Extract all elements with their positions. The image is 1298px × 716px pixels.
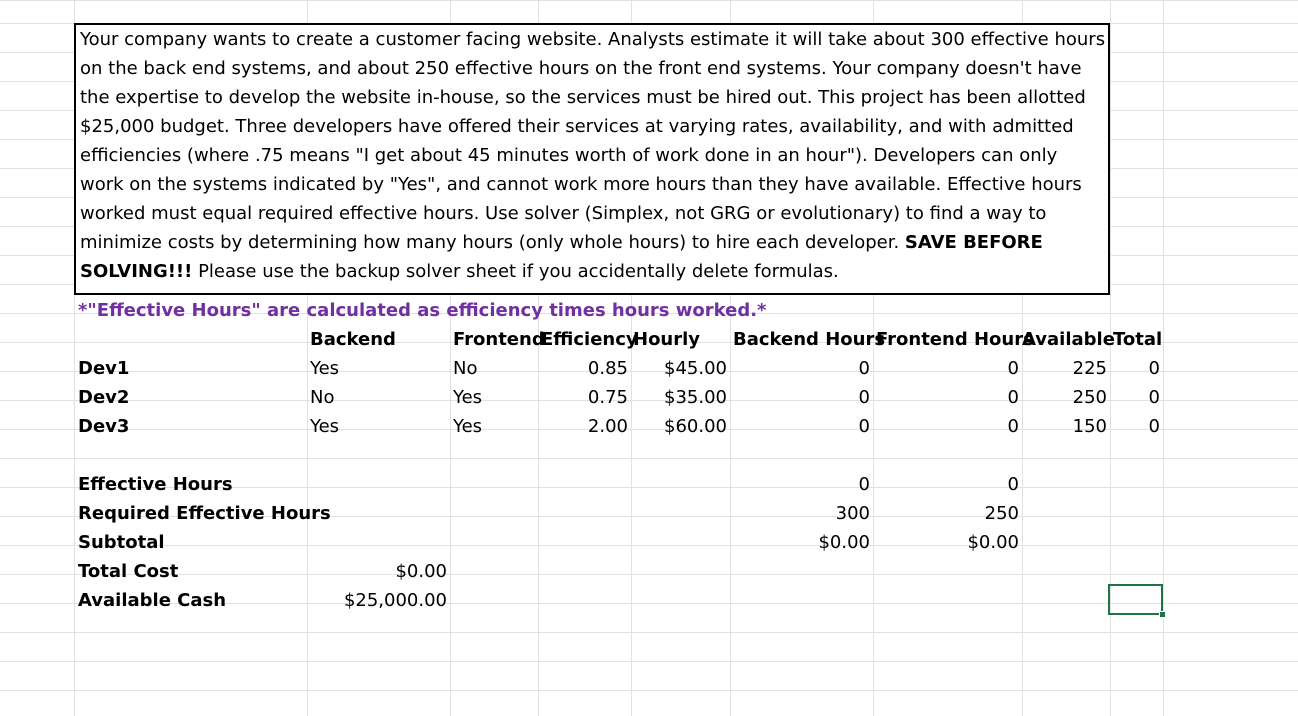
dev-frontend-hours[interactable]: 0 [1007,387,1019,408]
available-cash-label[interactable]: Available Cash [78,590,227,611]
effective-frontend-hours[interactable]: 0 [1007,474,1019,495]
dev-frontend-flag[interactable]: Yes [453,387,483,408]
problem-line: work on the systems indicated by "Yes", and cannot work more hours than they have available. Effective hours [80,174,1082,195]
problem-line: efficiencies (where .75 means "I get about 45 minutes worth of work done in an hour"). Developers can only [80,145,1058,166]
dev-efficiency[interactable]: 0.85 [587,358,628,379]
problem-line: Your company wants to create a customer facing website. Analysts estimate it will take about 300 effective hours [80,29,1106,50]
required-backend-hours[interactable]: 300 [835,503,870,524]
effective-backend-hours[interactable]: 0 [858,474,870,495]
solving-warning: SOLVING!!! [80,261,193,282]
dev-backend-hours[interactable]: 0 [858,387,870,408]
header-frontend[interactable]: Frontend [453,329,545,350]
dev-efficiency[interactable]: 0.75 [587,387,628,408]
active-cell-selection[interactable] [1108,584,1163,615]
dev-frontend-flag[interactable]: No [453,358,478,379]
problem-line-start: minimize costs by determining how many hours (only whole hours) to hire each developer. [80,232,905,253]
dev-backend-hours[interactable]: 0 [858,358,870,379]
subtotal-label[interactable]: Subtotal [78,532,165,553]
problem-line: on the back end systems, and about 250 effective hours on the front end systems. Your company doesn't have [80,58,1082,79]
header-backend[interactable]: Backend [310,329,396,350]
total-cost-value[interactable]: $0.00 [395,561,447,582]
header-available[interactable]: Available [1022,329,1115,350]
dev-total[interactable]: 0 [1148,416,1160,437]
dev-name[interactable]: Dev2 [78,387,130,408]
dev-available-hours[interactable]: 150 [1072,416,1107,437]
fill-handle[interactable] [1159,611,1166,618]
dev-backend-flag[interactable]: Yes [310,358,340,379]
required-effective-hours-label[interactable]: Required Effective Hours [78,503,331,524]
dev-available-hours[interactable]: 225 [1072,358,1107,379]
dev-frontend-flag[interactable]: Yes [453,416,483,437]
required-frontend-hours[interactable]: 250 [984,503,1019,524]
dev-total[interactable]: 0 [1148,358,1160,379]
dev-frontend-hours[interactable]: 0 [1007,416,1019,437]
dev-available-hours[interactable]: 250 [1072,387,1107,408]
header-efficiency[interactable]: Efficiency [541,329,638,350]
effective-hours-note[interactable]: *"Effective Hours" are calculated as efficiency times hours worked.* [78,300,767,321]
available-cash-value[interactable]: $25,000.00 [343,590,447,611]
dev-name[interactable]: Dev3 [78,416,130,437]
problem-line-last [80,257,1104,286]
dev-hourly-rate[interactable]: $45.00 [664,358,727,379]
effective-hours-label[interactable]: Effective Hours [78,474,233,495]
header-hourly[interactable]: Hourly [633,329,701,350]
total-cost-label[interactable]: Total Cost [78,561,179,582]
problem-line: the expertise to develop the website in-house, so the services must be hired out. This project has been allotted [80,87,1086,108]
header-total[interactable]: Total [1113,329,1163,350]
dev-efficiency[interactable]: 2.00 [587,416,628,437]
dev-backend-hours[interactable]: 0 [858,416,870,437]
subtotal-frontend[interactable]: $0.00 [967,532,1019,553]
problem-line: worked must equal required effective hours. Use solver (Simplex, not GRG or evolutionary) to find a way to [80,203,1047,224]
dev-backend-flag[interactable]: No [310,387,335,408]
subtotal-backend[interactable]: $0.00 [818,532,870,553]
header-backend-hours[interactable]: Backend Hours [733,329,886,350]
header-frontend-hours[interactable]: Frontend Hours [876,329,1034,350]
dev-backend-flag[interactable]: Yes [310,416,340,437]
save-before-warning: SAVE BEFORE [904,232,1043,253]
dev-total[interactable]: 0 [1148,387,1160,408]
problem-line-with-save-warning [80,228,1104,257]
dev-hourly-rate[interactable]: $60.00 [664,416,727,437]
dev-frontend-hours[interactable]: 0 [1007,358,1019,379]
backup-sheet-note: Please use the backup solver sheet if you accidentally delete formulas. [192,261,839,282]
problem-description-box[interactable] [74,23,1110,295]
problem-line: $25,000 budget. Three developers have offered their services at varying rates, availability, and with admitted [80,116,1074,137]
dev-hourly-rate[interactable]: $35.00 [664,387,727,408]
dev-name[interactable]: Dev1 [78,358,130,379]
